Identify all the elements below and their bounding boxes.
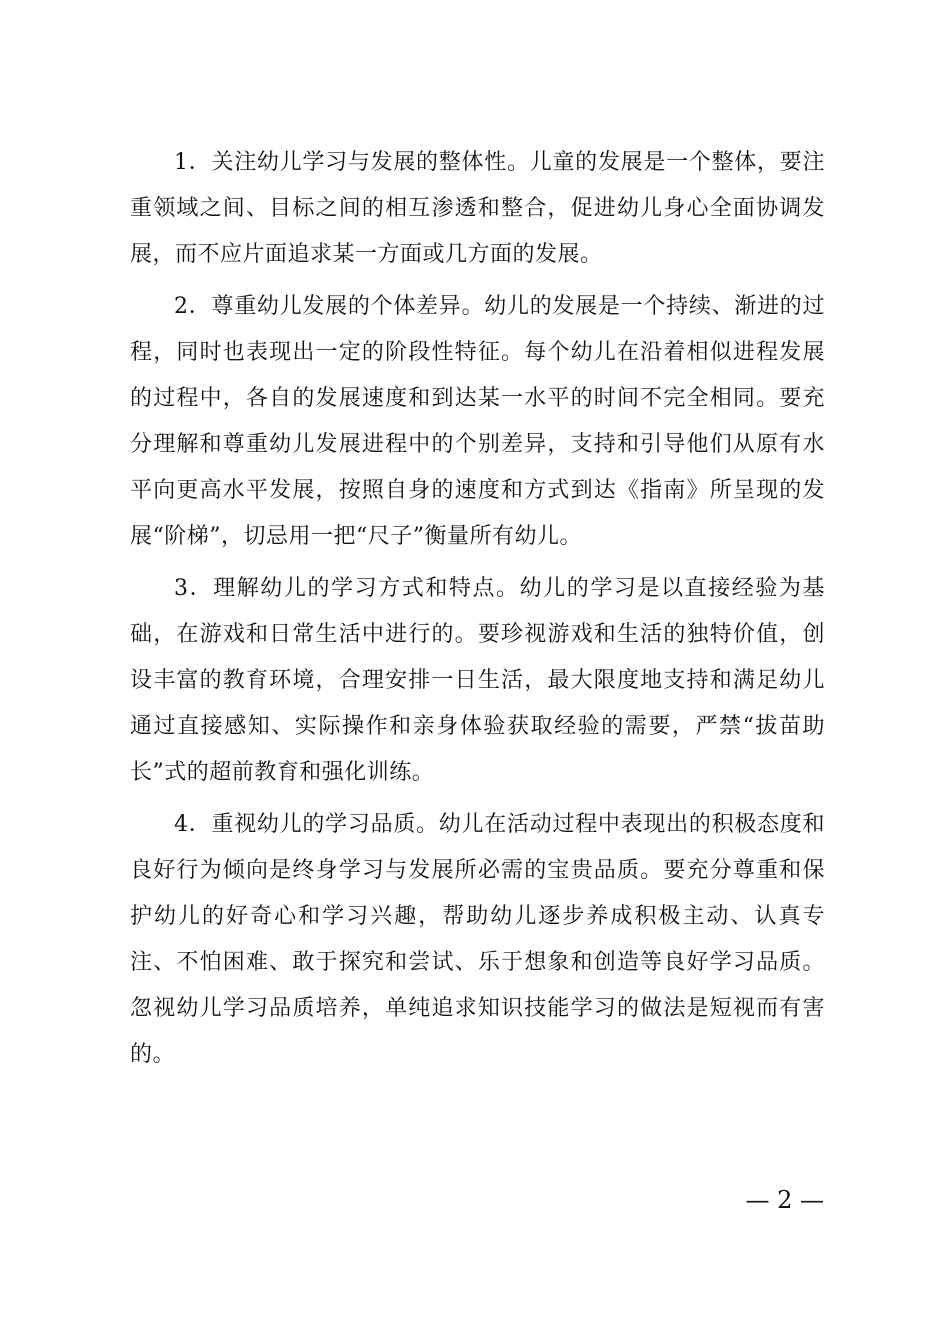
- paragraph-4: 4．重视幼儿的学习品质。幼儿在活动过程中表现出的积极态度和良好行为倾向是终身学习与发展所必需的宝贵品质。要充分尊重和保护幼儿的好奇心和学习兴趣，帮助幼儿逐步养成积极主动、认真专注、不怕困难、敢于探究和尝试、乐于想象和创造等良好学习品质。忽视幼儿学习品质培养，单纯追求知识技能学习的做法是短视而有害的。: [130, 812, 825, 1067]
- paragraph-2: 2．尊重幼儿发展的个体差异。幼儿的发展是一个持续、渐进的过程，同时也表现出一定的阶段性特征。每个幼儿在沿着相似进程发展的过程中，各自的发展速度和到达某一水平的时间不完全相同。要充分理解和尊重幼儿发展进程中的个别差异，支持和引导他们从原有水平向更高水平发展，按照自身的速度和方式到达《指南》所呈现的发展“阶梯”，切忌用一把“尺子”衡量所有幼儿。: [130, 294, 825, 549]
- paragraph-1: 1．关注幼儿学习与发展的整体性。儿童的发展是一个整体，要注重领域之间、目标之间的相互渗透和整合，促进幼儿身心全面协调发展，而不应片面追求某一方面或几方面的发展。: [130, 150, 825, 267]
- document-body: [130, 140, 825, 1084]
- paragraph-3: 3．理解幼儿的学习方式和特点。幼儿的学习是以直接经验为基础，在游戏和日常生活中进行的。要珍视游戏和生活的独特价值，创设丰富的教育环境，合理安排一日生活，最大限度地支持和满足幼儿通过直接感知、实际操作和亲身体验获取经验的需要，严禁“拔苗助长”式的超前教育和强化训练。: [130, 576, 825, 785]
- page-number: — 2 —: [745, 1186, 824, 1214]
